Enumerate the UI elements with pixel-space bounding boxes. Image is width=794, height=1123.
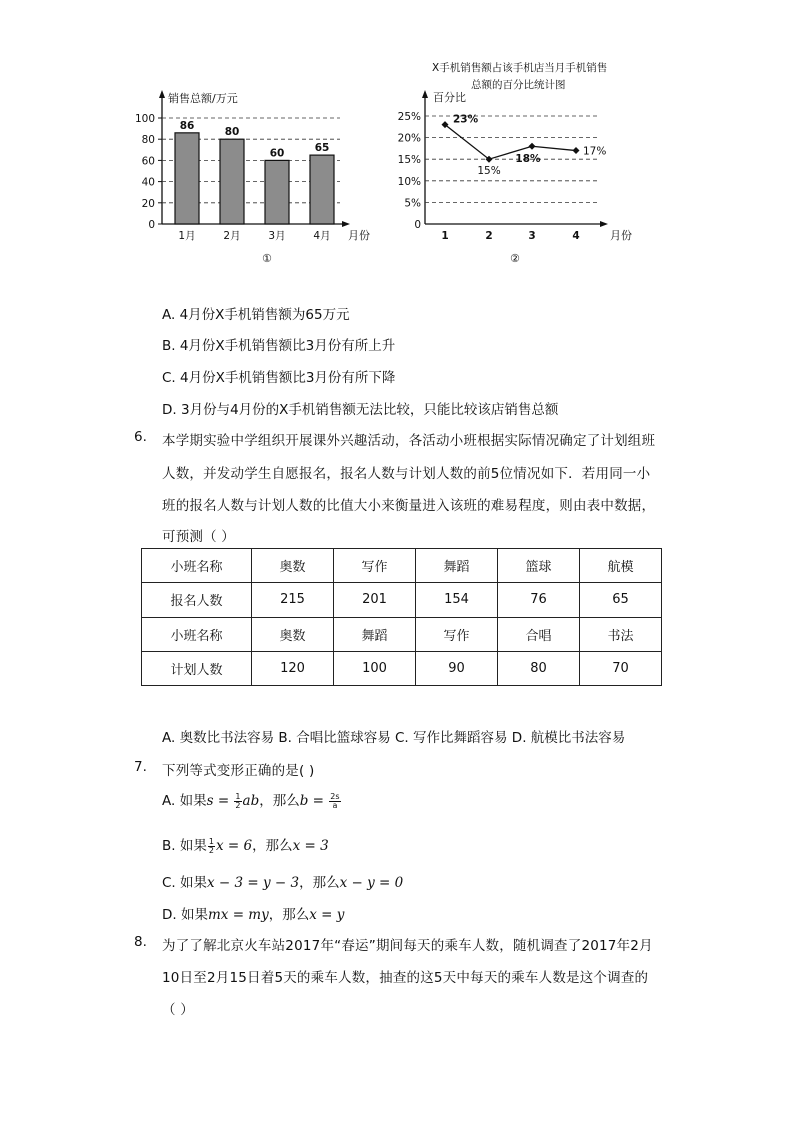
table-cell: 计划人数 bbox=[142, 651, 252, 685]
frac-numerator: 1 bbox=[235, 791, 241, 801]
q8-line-2: 10日至2月15日着5天的乘车人数，抽查的这5天中每天的乘车人数是这个调查的 bbox=[162, 970, 649, 986]
table-cell: 写作 bbox=[334, 549, 416, 583]
table-cell: 76 bbox=[498, 583, 580, 617]
q7-a-frac1 bbox=[234, 793, 241, 810]
table-row bbox=[142, 583, 662, 617]
bar bbox=[220, 139, 244, 224]
point-value-label: 17% bbox=[583, 145, 607, 158]
line-figure-label: ② bbox=[510, 252, 520, 265]
q7-a-eq1: s = bbox=[206, 793, 234, 809]
q7-stem: 下列等式变形正确的是( ) bbox=[162, 763, 315, 779]
q8-line-1: 为了了解北京火车站2017年“春运”期间每天的乘车人数，随机调查了2017年2月 bbox=[162, 938, 653, 954]
q8-line-3: （ ） bbox=[162, 1002, 194, 1018]
table-cell: 小班名称 bbox=[142, 549, 252, 583]
bar-chart bbox=[135, 90, 370, 265]
frac-numerator: 2s bbox=[330, 791, 340, 801]
q7-c-eq: x − 3 = y − 3 bbox=[207, 875, 300, 891]
q7-b-mid: ，那么 bbox=[252, 838, 293, 854]
bar bbox=[310, 155, 334, 224]
q6-line-1: 本学期实验中学组织开展课外兴趣活动，各活动小班根据实际情况确定了计划组班 bbox=[162, 433, 656, 449]
line-x-tick-label: 2 bbox=[485, 230, 493, 242]
line-chart bbox=[398, 61, 632, 265]
line-x-tick-label: 3 bbox=[528, 230, 536, 242]
q7-b-frac bbox=[208, 838, 215, 855]
q7-d-prefix: D. 如果 bbox=[162, 907, 208, 923]
table-cell: 70 bbox=[580, 651, 662, 685]
q7-c-res: x − y = 0 bbox=[339, 875, 404, 891]
bar bbox=[175, 133, 199, 224]
q7-a-eq1-tail: ab bbox=[242, 793, 260, 809]
frac-denominator: 2 bbox=[208, 845, 214, 855]
q7-b-eq: x = 6 bbox=[215, 838, 253, 854]
bar-y-tick-label: 80 bbox=[141, 134, 155, 147]
table-cell: 65 bbox=[580, 583, 662, 617]
q5-option-c: C. 4月份X手机销售额比3月份有所下降 bbox=[162, 370, 396, 386]
line-x-tick-label: 1 bbox=[441, 230, 449, 242]
point-value-label: 18% bbox=[515, 153, 541, 166]
q6-line-3: 班的报名人数与计划人数的比值大小来衡量进入该班的难易程度，则由表中数据， bbox=[162, 498, 656, 514]
table-row bbox=[142, 651, 662, 685]
data-point bbox=[573, 147, 580, 154]
table-cell: 奥数 bbox=[252, 549, 334, 583]
bar-y-axis-arrow bbox=[159, 90, 165, 98]
table-cell: 120 bbox=[252, 651, 334, 685]
q7-d-res: x = y bbox=[309, 907, 345, 923]
q7-a-frac2 bbox=[329, 793, 340, 810]
q6-line-2: 人数，并发动学生自愿报名，报名人数与计划人数的前5位情况如下．若用同一小 bbox=[162, 466, 651, 482]
table-row bbox=[142, 549, 662, 583]
line-x-axis-arrow bbox=[600, 221, 608, 227]
bar-value-label: 86 bbox=[179, 119, 195, 132]
line-xlabel: 月份 bbox=[610, 229, 632, 242]
line-y-tick-label: 10% bbox=[397, 175, 421, 188]
table-cell: 小班名称 bbox=[142, 617, 252, 651]
bar-value-label: 65 bbox=[314, 142, 330, 155]
table-cell: 篮球 bbox=[498, 549, 580, 583]
table-cell: 90 bbox=[416, 651, 498, 685]
q7-c-prefix: C. 如果 bbox=[162, 875, 208, 891]
line-title-2: 总额的百分比统计图 bbox=[471, 79, 566, 91]
line-y-tick-label: 15% bbox=[397, 154, 421, 167]
q8-number: 8. bbox=[134, 934, 147, 950]
q7-a-mid: ，那么 bbox=[259, 793, 300, 809]
table-cell: 201 bbox=[334, 583, 416, 617]
q5-option-d: D. 3月份与4月份的X手机销售额无法比较，只能比较该店销售总额 bbox=[162, 402, 559, 418]
q7-number: 7. bbox=[134, 759, 147, 775]
bar-y-tick-label: 0 bbox=[148, 219, 155, 231]
data-point bbox=[529, 143, 536, 150]
table-cell: 书法 bbox=[580, 617, 662, 651]
q7-b-res: x = 3 bbox=[292, 838, 329, 854]
bar-value-label: 80 bbox=[224, 126, 240, 139]
bar-figure-label: ① bbox=[262, 252, 272, 265]
q6-options: A. 奥数比书法容易 B. 合唱比篮球容易 C. 写作比舞蹈容易 D. 航模比书法容易 bbox=[162, 730, 626, 746]
q7-b-prefix: B. 如果 bbox=[162, 838, 207, 854]
charts-figure bbox=[0, 0, 794, 290]
bar-x-tick-label: 2月 bbox=[223, 230, 241, 242]
table-cell: 报名人数 bbox=[142, 583, 252, 617]
q7-option-c bbox=[162, 871, 403, 891]
line-ylabel: 百分比 bbox=[433, 91, 466, 104]
line-title-1: X手机销售额占该手机店当月手机销售 bbox=[432, 62, 608, 74]
line-y-tick-label: 0 bbox=[414, 219, 421, 231]
bar-y-tick-label: 100 bbox=[134, 113, 155, 125]
point-value-label: 23% bbox=[453, 113, 479, 126]
table-cell: 154 bbox=[416, 583, 498, 617]
frac-denominator: 2 bbox=[235, 800, 241, 810]
bar-ylabel: 销售总额/万元 bbox=[168, 92, 238, 105]
q7-a-eq2: b = bbox=[299, 793, 329, 809]
table-cell: 100 bbox=[334, 651, 416, 685]
line-y-tick-label: 25% bbox=[397, 111, 421, 123]
bar-x-tick-label: 1月 bbox=[178, 230, 196, 242]
q6-line-4: 可预测（ ） bbox=[162, 529, 235, 545]
table-cell: 80 bbox=[498, 651, 580, 685]
series-line bbox=[445, 125, 576, 160]
bar-x-tick-label: 4月 bbox=[313, 230, 331, 242]
q6-table bbox=[141, 548, 662, 686]
bar-x-tick-label: 3月 bbox=[268, 230, 286, 242]
q7-option-a bbox=[162, 789, 342, 810]
table-row bbox=[142, 617, 662, 651]
table-cell: 写作 bbox=[416, 617, 498, 651]
bar-y-tick-label: 60 bbox=[141, 155, 155, 168]
table-cell: 航模 bbox=[580, 549, 662, 583]
bar-x-axis-arrow bbox=[342, 221, 350, 227]
table-cell: 舞蹈 bbox=[334, 617, 416, 651]
q5-option-a: A. 4月份X手机销售额为65万元 bbox=[162, 307, 350, 323]
q7-d-mid: ，那么 bbox=[268, 907, 310, 923]
frac-numerator: 1 bbox=[208, 836, 214, 846]
q7-c-mid: ，那么 bbox=[299, 875, 340, 891]
line-y-tick-label: 20% bbox=[397, 132, 421, 145]
point-value-label: 15% bbox=[477, 165, 501, 178]
table-cell: 215 bbox=[252, 583, 334, 617]
table-cell: 舞蹈 bbox=[416, 549, 498, 583]
line-x-tick-label: 4 bbox=[572, 230, 580, 242]
bar-y-tick-label: 20 bbox=[141, 197, 155, 210]
frac-denominator: a bbox=[332, 800, 338, 810]
q7-d-eq: mx = my bbox=[207, 907, 269, 923]
bar-xlabel: 月份 bbox=[348, 229, 370, 242]
q7-a-prefix: A. 如果 bbox=[162, 793, 207, 809]
q7-option-d bbox=[162, 903, 344, 923]
line-y-axis-arrow bbox=[422, 90, 428, 98]
bar-value-label: 60 bbox=[269, 147, 285, 160]
bar-y-tick-label: 40 bbox=[141, 176, 155, 189]
bar bbox=[265, 160, 289, 224]
q7-option-b bbox=[162, 834, 329, 855]
line-y-tick-label: 5% bbox=[404, 197, 421, 210]
q5-option-b: B. 4月份X手机销售额比3月份有所上升 bbox=[162, 338, 396, 354]
q6-number: 6. bbox=[134, 429, 147, 445]
table-cell: 合唱 bbox=[498, 617, 580, 651]
table-cell: 奥数 bbox=[252, 617, 334, 651]
